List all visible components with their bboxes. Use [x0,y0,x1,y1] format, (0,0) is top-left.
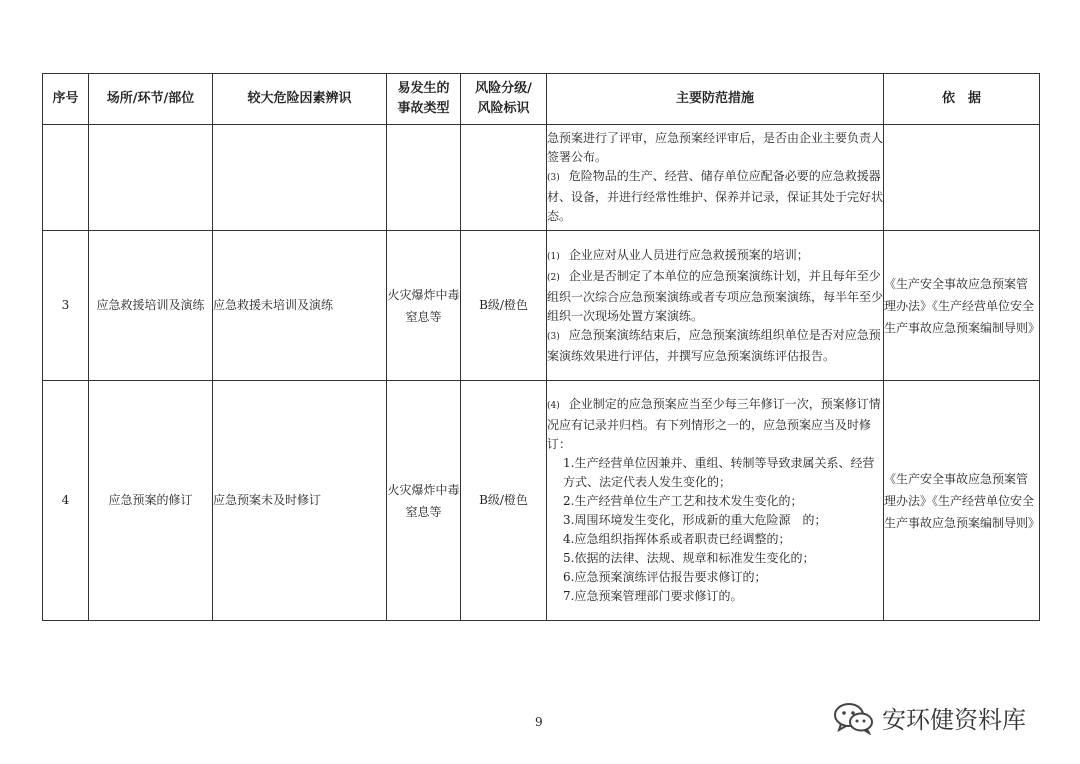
cell-risk: B级/橙色 [461,231,547,381]
sub-item: 5.依据的法律、法规、规章和标准发生变化的； [563,551,815,565]
cell-no: 4 [43,381,89,621]
sub-item: 2.生产经营单位生产工艺和技术发生变化的； [563,494,803,508]
cell-measures [547,125,884,231]
header-basis: 依 据 [884,74,1040,125]
cell-accident: 火灾爆炸中毒窒息等 [387,381,461,621]
header-place: 场所/环节/部位 [89,74,213,125]
sub-item: 6.应急预案演练评估报告要求修订的； [563,570,767,584]
cell-factor: 应急预案未及时修订 [213,381,387,621]
cell-risk [461,125,547,231]
cell-accident [387,125,461,231]
page-number: 9 [535,715,543,729]
risk-table [42,73,1040,621]
cell-no [43,125,89,231]
cell-measures [547,381,884,621]
sub-item: 4.应急组织指挥体系或者职责已经调整的； [563,532,791,546]
cell-factor [213,125,387,231]
wechat-icon [832,701,876,735]
cell-basis: 《生产安全事故应急预案管理办法》《生产经营单位安全生产事故应急预案编制导则》 [884,381,1040,621]
cell-basis: 《生产安全事故应急预案管理办法》《生产经营单位安全生产事故应急预案编制导则》 [884,231,1040,381]
header-accident-type: 易发生的事故类型 [387,74,461,125]
table-row [43,231,1040,381]
measure-item: (1) 企业应对从业人员进行应急救援预案的培训； [547,247,809,262]
header-risk-level: 风险分级/风险标识 [461,74,547,125]
measure-item: (3) 应急预案演练结束后，应急预案演练组织单位是否对应急预案演练效果进行评估，并撰写应急预案演练评估报告。 [547,327,881,363]
cell-measures [547,231,884,381]
measure-item: (2) 企业是否制定了本单位的应急预案演练计划，并且每年至少组织一次综合应急预案演练或者专项应急预案演练，每半年至少组织一次现场处置方案演练。 [547,268,884,323]
measure-item: (4) 企业制定的应急预案应当至少每三年修订一次，预案修订情况应有记录并归档。有下列情形之一的，应急预案应当及时修订： [547,397,881,451]
cell-risk: B级/橙色 [461,381,547,621]
header-factor: 较大危险因素辨识 [213,74,387,125]
cell-basis [884,125,1040,231]
watermark [832,700,1026,735]
cell-no: 3 [43,231,89,381]
cell-place [89,125,213,231]
cell-place: 应急预案的修订 [89,381,213,621]
cell-accident: 火灾爆炸中毒窒息等 [387,231,461,381]
measure-item: (3) 危险物品的生产、经营、储存单位应配备必要的应急救援器材、设备，并进行经常性维护、保养并记录，保证其处于完好状态。 [547,169,884,223]
header-no: 序号 [43,74,89,125]
sub-item: 1.生产经营单位因兼并、重组、转制等导致隶属关系、经营方式、法定代表人发生变化的； [563,456,875,489]
cell-factor: 应急救援未培训及演练 [213,231,387,381]
measure-text: 急预案进行了评审，应急预案经评审后，是否由企业主要负责人签署公布。 [547,131,884,164]
cell-place: 应急救援培训及演练 [89,231,213,381]
table-header-row [43,74,1040,125]
watermark-text: 安环健资料库 [882,706,1026,734]
table-row-continuation [43,125,1040,231]
header-measures: 主要防范措施 [547,74,884,125]
table-row [43,381,1040,621]
sub-item: 3.周围环境发生变化，形成新的重大危险源 的； [563,513,827,527]
sub-item: 7.应急预案管理部门要求修订的。 [563,589,743,603]
